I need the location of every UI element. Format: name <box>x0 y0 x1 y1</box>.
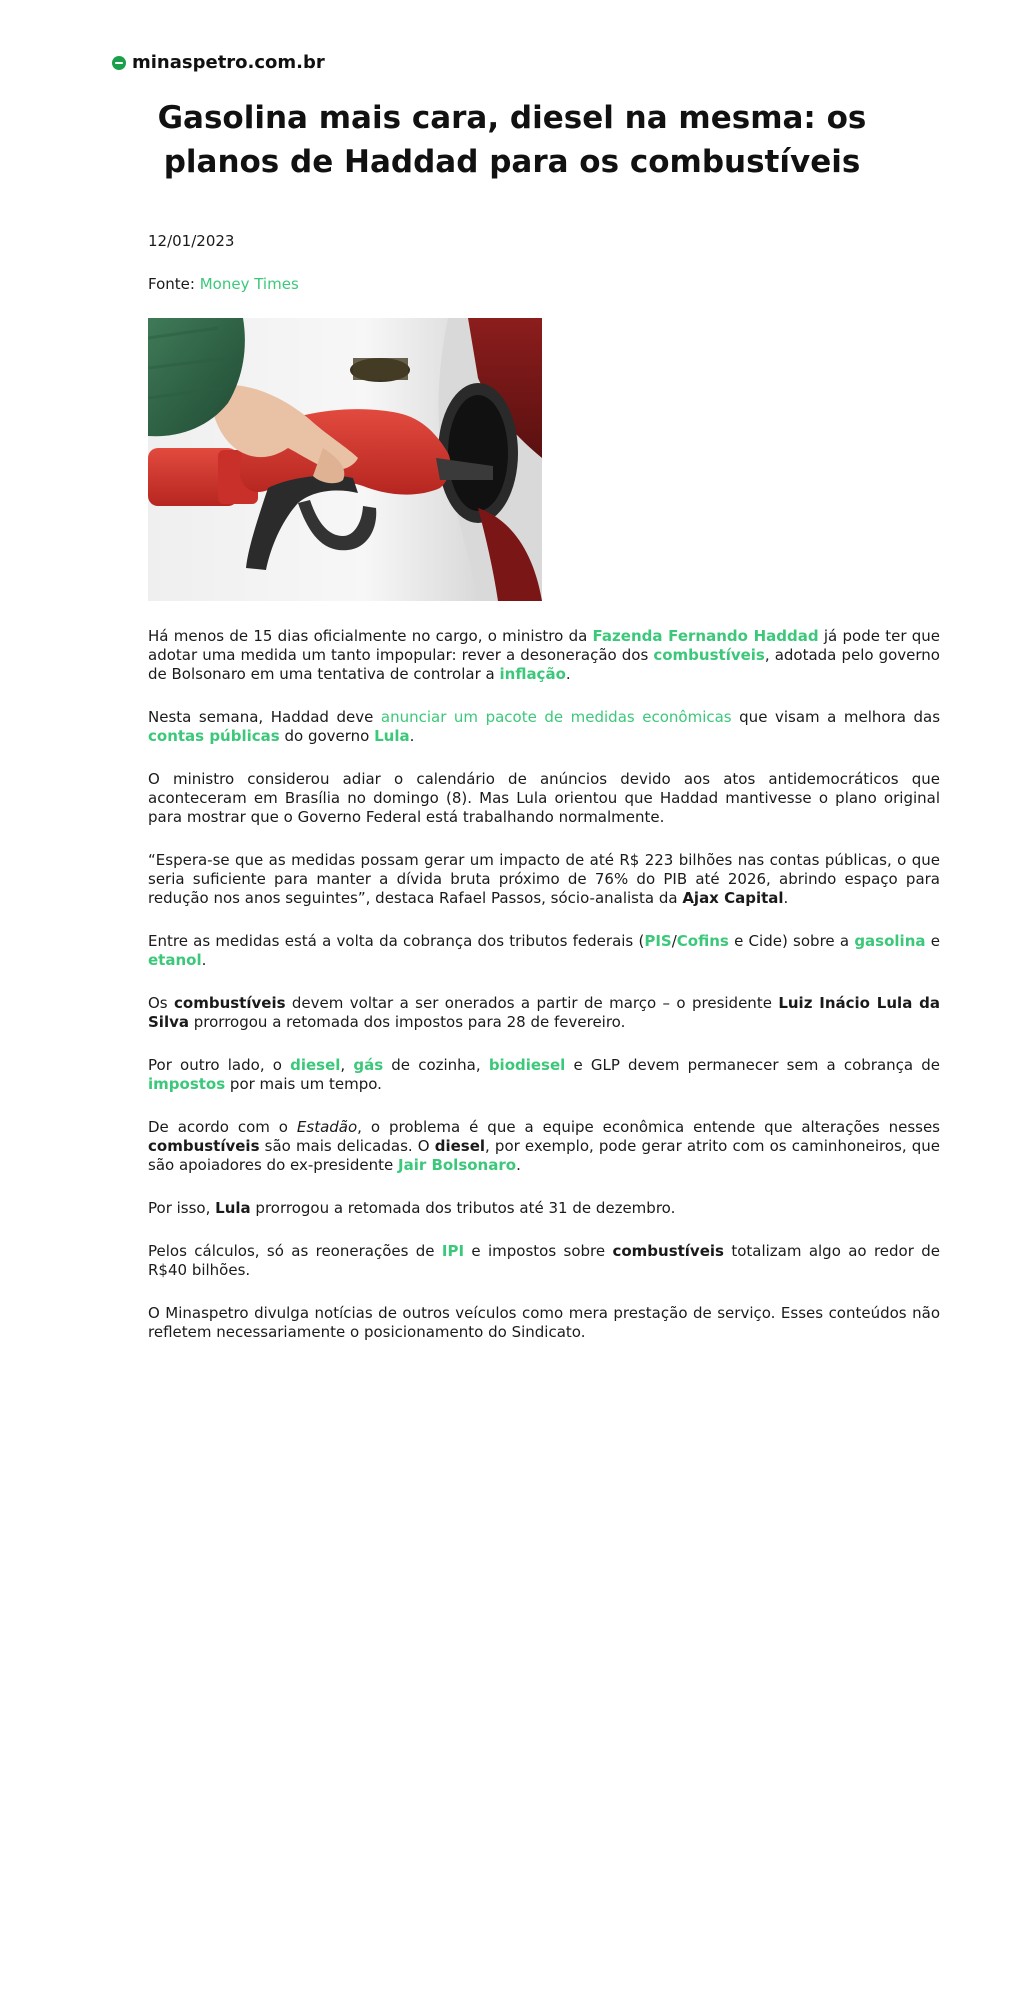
inline-link[interactable]: impostos <box>148 1075 226 1093</box>
paragraph-text: prorrogou a retomada dos tributos até 31 de dezembro. <box>250 1199 676 1217</box>
paragraph-text: por mais um tempo. <box>225 1075 382 1093</box>
article-paragraph <box>148 1304 940 1342</box>
paragraph-text: , adotada pelo governo de Bolsonaro em uma tentativa de controlar a <box>148 646 940 683</box>
bold-text: diesel <box>434 1137 486 1155</box>
article-paragraph <box>148 708 940 746</box>
article-paragraph <box>148 1199 940 1218</box>
paragraph-text: e impostos sobre <box>464 1242 613 1260</box>
inline-link[interactable]: Lula <box>374 727 410 745</box>
bold-text: combustíveis <box>174 994 286 1012</box>
inline-link[interactable]: Cofins <box>676 932 729 950</box>
inline-link[interactable]: inflação <box>499 665 566 683</box>
article-paragraph <box>148 1056 940 1094</box>
paragraph-text: , por exemplo, pode gerar atrito com os caminhoneiros, que são apoiadores do ex-presidente <box>148 1137 941 1174</box>
inline-link[interactable]: combustíveis <box>653 646 765 664</box>
paragraph-text: Entre as medidas está a volta da cobrança dos tributos federais ( <box>148 932 645 950</box>
inline-link[interactable]: etanol <box>148 951 202 969</box>
paragraph-text: são mais delicadas. O <box>259 1137 435 1155</box>
paragraph-text: e GLP devem permanecer sem a cobrança de <box>565 1056 940 1074</box>
article-source <box>148 275 940 294</box>
inline-link[interactable]: IPI <box>441 1242 465 1260</box>
paragraph-text: Por isso, <box>148 1199 216 1217</box>
paragraph-text: totalizam algo ao redor de R$40 bilhões. <box>148 1242 941 1279</box>
article-paragraph <box>148 1242 940 1280</box>
article-paragraph <box>148 770 940 827</box>
paragraph-text: já pode ter que adotar uma medida um tanto impopular: rever a desoneração dos <box>148 627 940 664</box>
inline-link[interactable]: PIS <box>644 932 672 950</box>
paragraph-text: devem voltar a ser onerados a partir de março – o presidente <box>285 994 779 1012</box>
bold-text: Ajax Capital <box>682 889 784 907</box>
inline-link[interactable]: Fazenda Fernando Haddad <box>592 627 819 645</box>
inline-link[interactable]: diesel <box>290 1056 341 1074</box>
inline-link[interactable]: biodiesel <box>488 1056 566 1074</box>
paragraph-text: O ministro considerou adiar o calendário de anúncios devido aos atos antidemocráticos que aconteceram em Brasília no domingo (8). Mas Lula orientou que Haddad mantivesse o plano original para mostrar que o Governo Federal está trabalhando normalmente. <box>148 770 940 826</box>
paragraph-text: Pelos cálculos, só as reonerações de <box>148 1242 442 1260</box>
paragraph-text: prorrogou a retomada dos impostos para 28 de fevereiro. <box>189 1013 626 1031</box>
bold-text: combustíveis <box>612 1242 724 1260</box>
paragraph-text: que visam a melhora das <box>731 708 941 726</box>
site-name[interactable]: minaspetro.com.br <box>132 52 325 73</box>
italic-text: Estadão <box>296 1118 358 1136</box>
paragraph-text: , o problema é que a equipe econômica entende que alterações nesses <box>357 1118 940 1136</box>
paragraph-text: , <box>340 1056 354 1074</box>
bold-text: Luiz Inácio Lula da Silva <box>148 994 941 1031</box>
inline-link[interactable]: gás <box>353 1056 384 1074</box>
paragraph-text: Há menos de 15 dias oficialmente no cargo, o ministro da <box>148 627 593 645</box>
site-header <box>112 52 325 73</box>
article-paragraph <box>148 851 940 908</box>
paragraph-text: . <box>783 889 789 907</box>
paragraph-text: De acordo com o <box>148 1118 297 1136</box>
inline-link[interactable]: gasolina <box>854 932 926 950</box>
paragraph-text: e <box>925 932 940 950</box>
logo-icon <box>112 56 126 70</box>
paragraph-text: / <box>671 932 677 950</box>
article-paragraph <box>148 932 940 970</box>
paragraph-text: de cozinha, <box>383 1056 489 1074</box>
inline-link[interactable]: contas públicas <box>148 727 280 745</box>
source-label: Fonte: <box>148 275 195 293</box>
paragraph-text: “Espera-se que as medidas possam gerar um impacto de até R$ 223 bilhões nas contas públicas, o que seria suficiente para manter a dívida bruta próximo de 76% do PIB até 2026, abrindo espaço para redução nos anos seguintes”, destaca Rafael Passos, sócio-analista da <box>148 851 940 907</box>
paragraph-text: . <box>201 951 207 969</box>
article-paragraphs <box>148 627 940 1342</box>
paragraph-text: e Cide) sobre a <box>728 932 855 950</box>
paragraph-text: Por outro lado, o <box>148 1056 291 1074</box>
fuel-pump-photo <box>148 318 542 601</box>
article-paragraph <box>148 1118 940 1175</box>
bold-text: Lula <box>215 1199 251 1217</box>
article-date: 12/01/2023 <box>148 232 235 250</box>
article-paragraph <box>148 627 940 684</box>
paragraph-text: do governo <box>279 727 375 745</box>
bold-text: combustíveis <box>148 1137 260 1155</box>
paragraph-text: O Minaspetro divulga notícias de outros veículos como mera prestação de serviço. Esses conteúdos não refletem necessariamente o posicionamento do Sindicato. <box>148 1304 940 1341</box>
paragraph-text: Os <box>148 994 175 1012</box>
source-link[interactable]: Money Times <box>199 275 299 293</box>
paragraph-text: . <box>565 665 571 683</box>
article-body <box>148 232 940 1366</box>
paragraph-text: Nesta semana, Haddad deve <box>148 708 381 726</box>
inline-link[interactable]: Jair Bolsonaro <box>397 1156 517 1174</box>
paragraph-text: . <box>516 1156 521 1174</box>
paragraph-text: . <box>409 727 415 745</box>
article-title: Gasolina mais cara, diesel na mesma: os planos de Haddad para os combustíveis <box>157 100 867 180</box>
article-paragraph <box>148 994 940 1032</box>
inline-link[interactable]: anunciar um pacote de medidas econômicas <box>380 708 732 726</box>
